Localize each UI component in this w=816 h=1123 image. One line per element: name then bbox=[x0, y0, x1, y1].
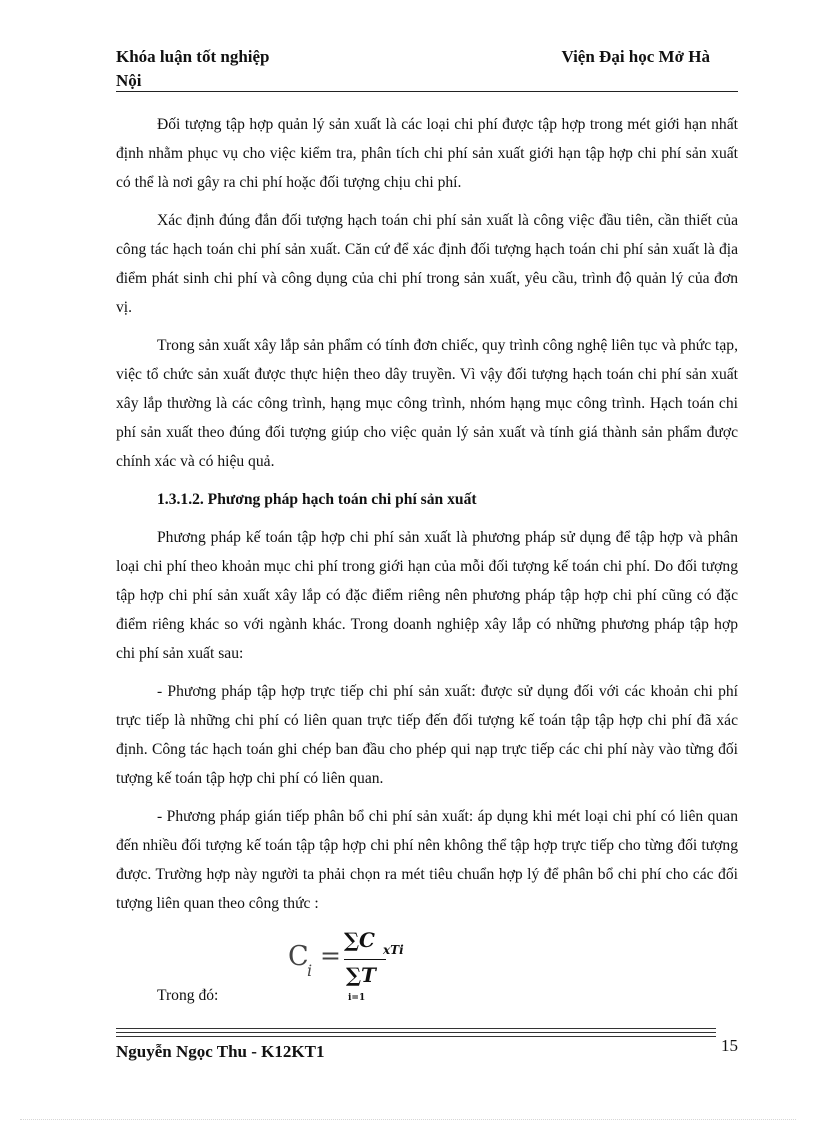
formula-lhs-subscript: i bbox=[307, 961, 313, 980]
where-label: Trong đó: bbox=[157, 987, 219, 1004]
footer-rule-top bbox=[116, 1028, 716, 1029]
header-wrap-text: Nội bbox=[116, 71, 142, 90]
formula-fraction-bar bbox=[344, 959, 386, 960]
paragraph-1: Đối tượng tập hợp quản lý sản xuất là các loại chi phí được tập hợp trong mét giới hạn nhất định nhằm phục vụ cho việc kiểm tra, phân tích chi phí sản xuất giới hạn tập hợp chi phí sản xuất có thể là nơi gây ra chi phí hoặc đối tượng chịu chi phí. bbox=[116, 116, 738, 191]
allocation-formula bbox=[288, 924, 438, 1006]
page-number: 15 bbox=[721, 1036, 738, 1055]
footer-rule-bottom bbox=[116, 1036, 716, 1037]
section-heading: 1.3.1.2. Phương pháp hạch toán chi phí sản xuất bbox=[157, 491, 477, 508]
header-rule bbox=[116, 91, 738, 92]
formula-suffix: xTi bbox=[383, 943, 404, 957]
formula-numerator: ∑C bbox=[344, 928, 375, 952]
footer-author: Nguyễn Ngọc Thu - K12KT1 bbox=[116, 1042, 325, 1061]
paragraph-6: - Phương pháp gián tiếp phân bổ chi phí sản xuất: áp dụng khi mét loại chi phí có liên quan đến nhiều đối tượng kế toán tập tập hợp chi phí nên không thể tập hợp trực tiếp cho từng đối tượng được. Trường hợp này người ta phải chọn ra mét tiêu chuẩn hợp lý để phân bổ chi phí cho các đối tượng liên quan theo công thức : bbox=[116, 808, 738, 912]
paragraph-3: Trong sản xuất xây lắp sản phẩm có tính đơn chiếc, quy trình công nghệ liên tục và phức tạp, việc tổ chức sản xuất được thực hiện theo dây truyền. Vì vậy đối tượng hạch toán chi phí sản xuất xây lắp thường là các công trình, hạng mục công trình, nhóm hạng mục công trình. Hạch toán chi phí sản xuất theo đúng đối tượng giúp cho việc quản lý sản xuất và tính giá thành sản phẩm được chính xác và có hiệu quả. bbox=[116, 337, 738, 470]
document-body bbox=[116, 110, 738, 927]
header-right-text: Viện Đại học Mở Hà bbox=[561, 47, 710, 66]
page-bottom-edge bbox=[20, 1119, 796, 1120]
paragraph-5: - Phương pháp tập hợp trực tiếp chi phí sản xuất: được sử dụng đối với các khoản chi phí trực tiếp là những chi phí có liên quan trực tiếp đến đối tượng kế toán tập tập hợp chi phí đã xác định. Công tác hạch toán ghi chép ban đầu cho phép qui nạp trực tiếp các chi phí này vào từng đối tượng kế toán tập hợp chi phí có liên quan. bbox=[116, 683, 738, 787]
paragraph-4: Phương pháp kế toán tập hợp chi phí sản xuất là phương pháp sử dụng để tập hợp và phân loại chi phí theo khoản mục chi phí trong giới hạn của mỗi đối tượng kế toán chi phí. Do đối tượng tập hợp chi phí sản xuất xây lắp có đặc điểm riêng nên phương pháp tập hợp chi phí cũng có đặc điểm riêng khác so với ngành khác. Trong doanh nghiệp xây lắp có những phương pháp tập hợp chi phí sản xuất sau: bbox=[116, 529, 738, 662]
formula-equals: = bbox=[320, 941, 341, 970]
footer-rule-middle bbox=[116, 1032, 716, 1033]
paragraph-2: Xác định đúng đắn đối tượng hạch toán chi phí sản xuất là công việc đầu tiên, cần thiết của công tác hạch toán chi phí sản xuất. Căn cứ để xác định đối tượng hạch toán chi phí sản xuất là địa điểm phát sinh chi phí và công dụng của chi phí trong sản xuất, yêu cầu, trình độ quản lý của đơn vị. bbox=[116, 212, 738, 316]
formula-summation-limit: i=1 bbox=[348, 993, 366, 1003]
formula-denominator: ∑T bbox=[346, 963, 376, 987]
header-left-text: Khóa luận tốt nghiệp bbox=[116, 47, 270, 66]
formula-lhs: C bbox=[288, 941, 309, 972]
